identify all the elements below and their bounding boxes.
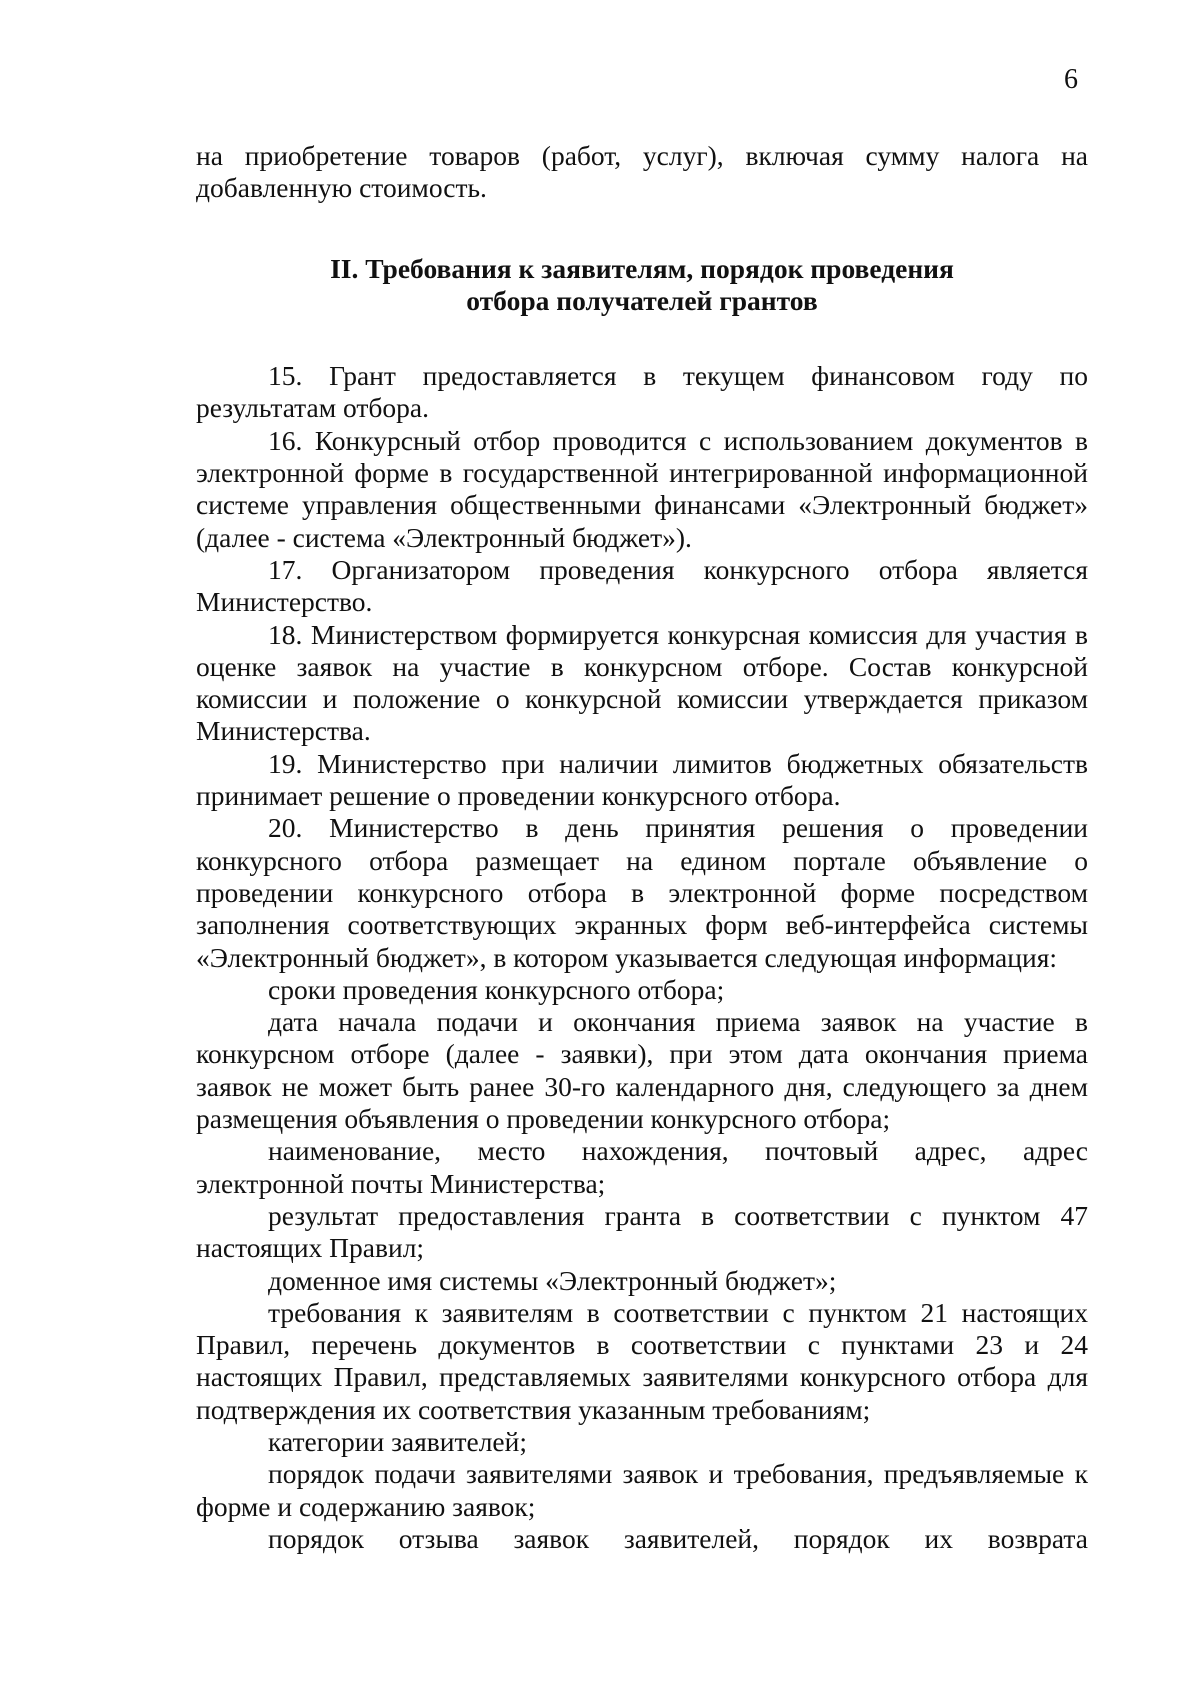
page-number: 6 — [1064, 64, 1078, 95]
document-body — [196, 140, 1088, 1555]
lead-paragraph: на приобретение товаров (работ, услуг), включая сумму налога на добавленную стоимость. — [196, 140, 1088, 204]
section-heading — [196, 253, 1088, 318]
list-item-requirements: требования к заявителям в соответствии с пунктом 21 настоящих Правил, перечень документов в соответствии с пунктами 23 и 24 настоящих Правил, представляемых заявителями конкурсного отбора для подтверждения их соответствия указанным требованиям; — [196, 1296, 1088, 1425]
list-item-ministry-contacts: наименование, место нахождения, почтовый адрес, адрес электронной почты Министерства; — [196, 1135, 1088, 1199]
paragraph-15: 15. Грант предоставляется в текущем финансовом году по результатам отбора. — [196, 360, 1088, 424]
list-item-domain-name: доменное имя системы «Электронный бюджет»; — [268, 1264, 837, 1296]
list-item-withdrawal-order: порядок отзыва заявок заявителей, порядок их возврата — [268, 1522, 1088, 1554]
paragraph-20: 20. Министерство в день принятия решения о проведении конкурсного отбора размещает на едином портале объявление о проведении конкурсного отбора в электронной форме посредством заполнения соответствующих экранных форм веб-интерфейса системы «Электронный бюджет», в котором указывается следующая информация: — [196, 812, 1088, 973]
list-item-categories: категории заявителей; — [268, 1425, 527, 1457]
paragraph-16: 16. Конкурсный отбор проводится с использованием документов в электронной форме в государственной интегрированной информационной системе управления общественными финансами «Электронный бюджет» (далее - система «Электронный бюджет»). — [196, 424, 1088, 553]
list-item-timing: сроки проведения конкурсного отбора; — [268, 973, 725, 1005]
section-heading-line-2: отбора получателей грантов — [466, 284, 818, 316]
section-heading-line-1: II. Требования к заявителям, порядок проведения — [330, 252, 954, 284]
list-item-submission-order: порядок подачи заявителями заявок и требования, предъявляемые к форме и содержанию заявок; — [196, 1458, 1088, 1522]
list-item-grant-result: результат предоставления гранта в соответствии с пунктом 47 настоящих Правил; — [196, 1199, 1088, 1264]
paragraph-19: 19. Министерство при наличии лимитов бюджетных обязательств принимает решение о проведении конкурсного отбора. — [196, 747, 1088, 812]
list-item-dates: дата начала подачи и окончания приема заявок на участие в конкурсном отборе (далее - заявки), при этом дата окончания приема заявок не может быть ранее 30-го календарного дня, следующего за днем размещения объявления о проведении конкурсного отбора; — [196, 1006, 1088, 1135]
paragraph-18: 18. Министерством формируется конкурсная комиссия для участия в оценке заявок на участие в конкурсном отборе. Состав конкурсной комиссии и положение о конкурсной комиссии утверждается приказом Министерства. — [196, 618, 1088, 747]
paragraph-17: 17. Организатором проведения конкурсного отбора является Министерство. — [196, 553, 1088, 618]
